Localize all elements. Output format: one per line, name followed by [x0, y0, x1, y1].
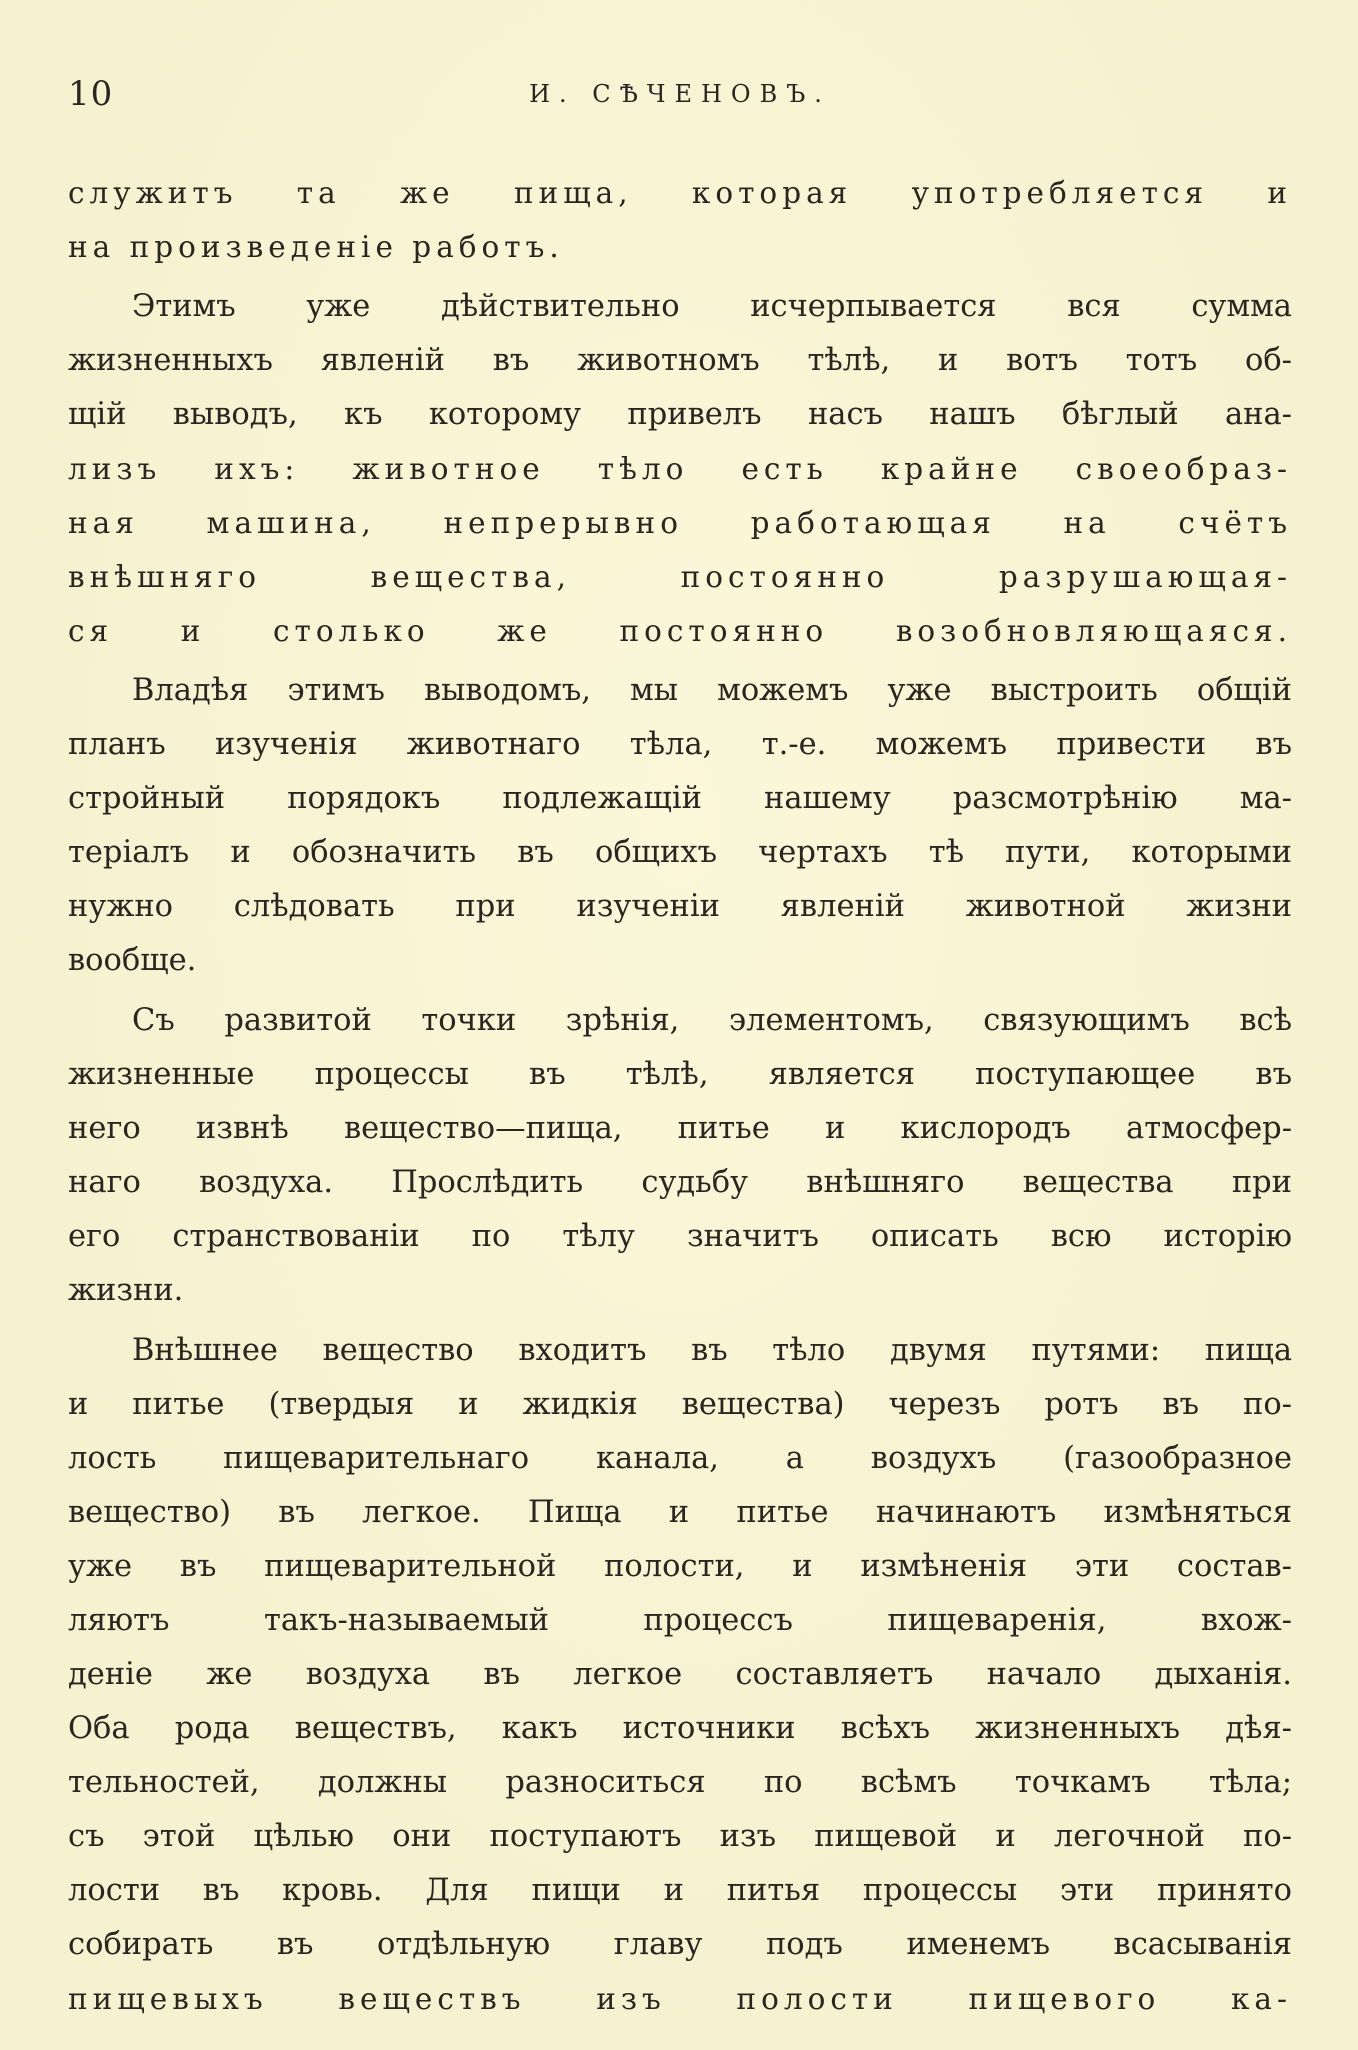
- text-line: лизъ ихъ: животное тѣло есть крайне своеобраз-: [68, 452, 1292, 486]
- text-line: Съ развитой точки зрѣнія, элементомъ, связующимъ всѣ: [132, 1003, 1292, 1038]
- text-line: Этимъ уже дѣйствительно исчерпывается вся сумма: [132, 289, 1292, 324]
- paragraph: [68, 994, 1292, 1318]
- running-head: [68, 66, 1292, 122]
- text-line: Владѣя этимъ выводомъ, мы можемъ уже выстроить общій: [132, 673, 1292, 708]
- text-line: деніе же воздуха въ легкое составляетъ начало дыханія.: [68, 1657, 1292, 1692]
- text-line: лость пищеварительнаго канала, а воздухъ (газообразное: [68, 1441, 1292, 1476]
- text-line: ся и столько же постоянно возобновляющаяся.: [68, 614, 1292, 648]
- text-line: жизненные процессы въ тѣлѣ, является поступающее въ: [68, 1057, 1292, 1092]
- text-line: съ этой цѣлью они поступаютъ изъ пищевой и легочной по-: [68, 1819, 1292, 1854]
- text-line: его странствованіи по тѣлу значитъ описать всю исторію: [68, 1219, 1292, 1254]
- text-line: нужно слѣдовать при изученіи явленій животной жизни: [68, 889, 1292, 924]
- text-line: теріалъ и обозначить въ общихъ чертахъ тѣ пути, которыми: [68, 835, 1292, 870]
- text-line: жизни.: [68, 1273, 184, 1308]
- text-line: внѣшняго вещества, постоянно разрушающая-: [68, 560, 1292, 594]
- text-line: уже въ пищеварительной полости, и измѣненія эти состав-: [68, 1549, 1292, 1584]
- text-line: стройный порядокъ подлежащій нашему разсмотрѣнію ма-: [68, 781, 1292, 816]
- text-line: служитъ та же пища, которая употребляется и: [68, 176, 1292, 210]
- text-line: тельностей, должны разноситься по всѣмъ точкамъ тѣла;: [68, 1765, 1292, 1800]
- page-number: 10: [68, 74, 114, 114]
- text-line: на произведеніе работъ.: [68, 230, 564, 264]
- text-line: Оба рода веществъ, какъ источники всѣхъ жизненныхъ дѣя-: [68, 1711, 1292, 1746]
- text-line: и питье (твердыя и жидкія вещества) черезъ ротъ въ по-: [68, 1387, 1292, 1422]
- body-text: [68, 166, 1292, 2032]
- text-line: него извнѣ вещество—пища, питье и кислородъ атмосфер-: [68, 1111, 1292, 1146]
- text-line: жизненныхъ явленій въ животномъ тѣлѣ, и вотъ тотъ об-: [68, 343, 1292, 378]
- text-line: вещество) въ легкое. Пища и питье начинаютъ измѣняться: [68, 1495, 1292, 1530]
- paragraph: [68, 1324, 1292, 2026]
- paragraph: [68, 664, 1292, 988]
- text-line: ная машина, непрерывно работающая на счётъ: [68, 506, 1292, 540]
- text-line: ляютъ такъ-называемый процессъ пищеваренія, вхож-: [68, 1603, 1292, 1638]
- text-line: вообще.: [68, 943, 197, 978]
- paragraph: [68, 280, 1292, 658]
- text-line: наго воздуха. Прослѣдить судьбу внѣшняго вещества при: [68, 1165, 1292, 1200]
- text-line: планъ изученія животнаго тѣла, т.-е. можемъ привести въ: [68, 727, 1292, 762]
- text-line: лости въ кровь. Для пищи и питья процессы эти принято: [68, 1873, 1292, 1908]
- running-head-author: И. СѢЧЕНОВЪ.: [529, 80, 831, 108]
- text-line: Внѣшнее вещество входитъ въ тѣло двумя путями: пища: [132, 1333, 1292, 1368]
- text-line: щій выводъ, къ которому привелъ насъ нашъ бѣглый ана-: [68, 397, 1292, 432]
- paragraph: [68, 166, 1292, 274]
- text-line: собирать въ отдѣльную главу подъ именемъ всасыванія: [68, 1927, 1292, 1962]
- text-line: пищевыхъ веществъ изъ полости пищевого ка-: [68, 1982, 1292, 2016]
